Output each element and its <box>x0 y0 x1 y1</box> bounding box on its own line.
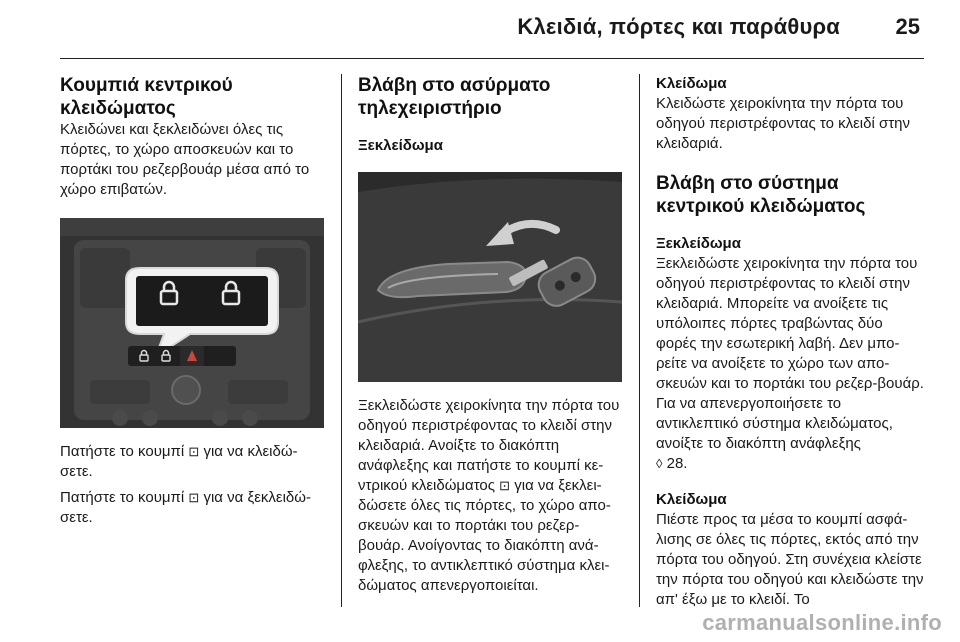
unlock-icon: ⊡ <box>499 478 511 493</box>
unlock-button-icon[interactable] <box>158 348 174 364</box>
dashboard-illustration <box>60 218 324 428</box>
page-title: Κλειδιά, πόρτες και παράθυρα <box>517 14 840 39</box>
unlock-instruction-post: για να ξεκλειδώ-σετε. <box>60 489 311 526</box>
section-heading: Βλάβη στο σύστημα κεντρικού κλειδώματος <box>656 173 866 217</box>
column-divider <box>639 74 640 607</box>
central-locking-buttons-illustration <box>60 218 324 428</box>
lock-instruction-post: για να κλειδώ-σετε. <box>60 443 298 480</box>
page-reference-arrow-icon: ◊ <box>656 456 663 471</box>
lock-icon[interactable] <box>154 278 184 308</box>
lock-icon: ⊡ <box>188 444 200 459</box>
page-header <box>0 0 960 60</box>
door-key-illustration <box>358 172 622 382</box>
subheading-lock: Κλείδωμα <box>656 75 727 92</box>
lock-text-2: Πιέστε προς τα μέσα το κουμπί ασφά-λισης σε όλες τις πόρτες, εκτός από την πόρτα του οδηγού. Στη συνέχεια κλείστε την πόρτα του οδηγού και κλειδώστε την απ' έξω με το κλειδί. Το <box>656 511 924 608</box>
lock-instruction-pre: Πατήστε το κουμπί <box>60 443 185 460</box>
page-reference[interactable]: 28. <box>666 455 688 472</box>
lock-text: Κλειδώστε χειροκίνητα την πόρτα του οδηγού περιστρέφοντας το κλειδί στην κλειδαριά. <box>656 95 911 152</box>
subheading-unlock: Ξεκλείδωμα <box>358 137 443 154</box>
remote-failure-text-pre: Ξεκλειδώστε χειροκίνητα την πόρτα του οδηγού περιστρέφοντας το κλειδί στην κλειδαριά. Ανοίξτε το διακόπτη ανάφλεξης και πατήστε το κουμπί κε-ντρικού κλειδώματος <box>358 397 620 494</box>
unlock-instruction <box>60 488 326 528</box>
unlock-text <box>656 254 926 474</box>
watermark: carmanualsonline.info <box>702 610 942 635</box>
lock-button-icon[interactable] <box>136 348 152 364</box>
remote-failure-text <box>358 396 624 596</box>
section-heading: Κουμπιά κεντρικού κλειδώματος <box>60 75 233 119</box>
header-divider <box>60 58 924 59</box>
column-central-locking-buttons <box>60 74 326 528</box>
column-central-locking-failure <box>656 74 926 610</box>
intro-text: Κλειδώνει και ξεκλειδώνει όλες τις πόρτες, το χώρο αποσκευών και το πορτάκι του ρεζερβουάρ μέσα από το χώρο επιβατών. <box>60 121 310 198</box>
unlock-text-body: Ξεκλειδώστε χειροκίνητα την πόρτα του οδηγού περιστρέφοντας το κλειδί στην κλειδαριά. Μπορείτε να ανοίξετε τις υπόλοιπες πόρτες τραβώντας δύο φορές την εσωτερική λαβή. Δεν μπο-ρείτε να ανοίξετε το χώρο των απο-σκευών και το πορτάκι του ρεζερ-βουάρ. Για να απενεργοποιήσετε το αντικλεπτικό σύστημα κλειδώματος, ανοίξτε το διακόπτη ανάφλεξης <box>656 255 924 452</box>
column-remote-failure <box>358 74 624 596</box>
subheading-unlock: Ξεκλείδωμα <box>656 235 741 252</box>
unlock-icon[interactable] <box>216 278 246 308</box>
remote-failure-text-post: για να ξεκλει-δώσετε όλες τις πόρτες, το χώρο απο-σκευών και το πορτάκι του ρεζερ-βουάρ. Ανοίγοντας το διακόπτη ανά-φλεξης, το αντικλεπτικό σύστημα κλει-δώματος απενεργοποιείται. <box>358 477 611 594</box>
subheading-lock: Κλείδωμα <box>656 491 727 508</box>
section-heading: Βλάβη στο ασύρματο τηλεχειριστήριο <box>358 75 551 119</box>
lock-instruction <box>60 442 326 482</box>
unlock-instruction-pre: Πατήστε το κουμπί <box>60 489 185 506</box>
door-handle-key-illustration <box>358 172 622 382</box>
page-number: 25 <box>895 14 920 39</box>
column-divider <box>341 74 342 607</box>
unlock-icon: ⊡ <box>188 490 200 505</box>
